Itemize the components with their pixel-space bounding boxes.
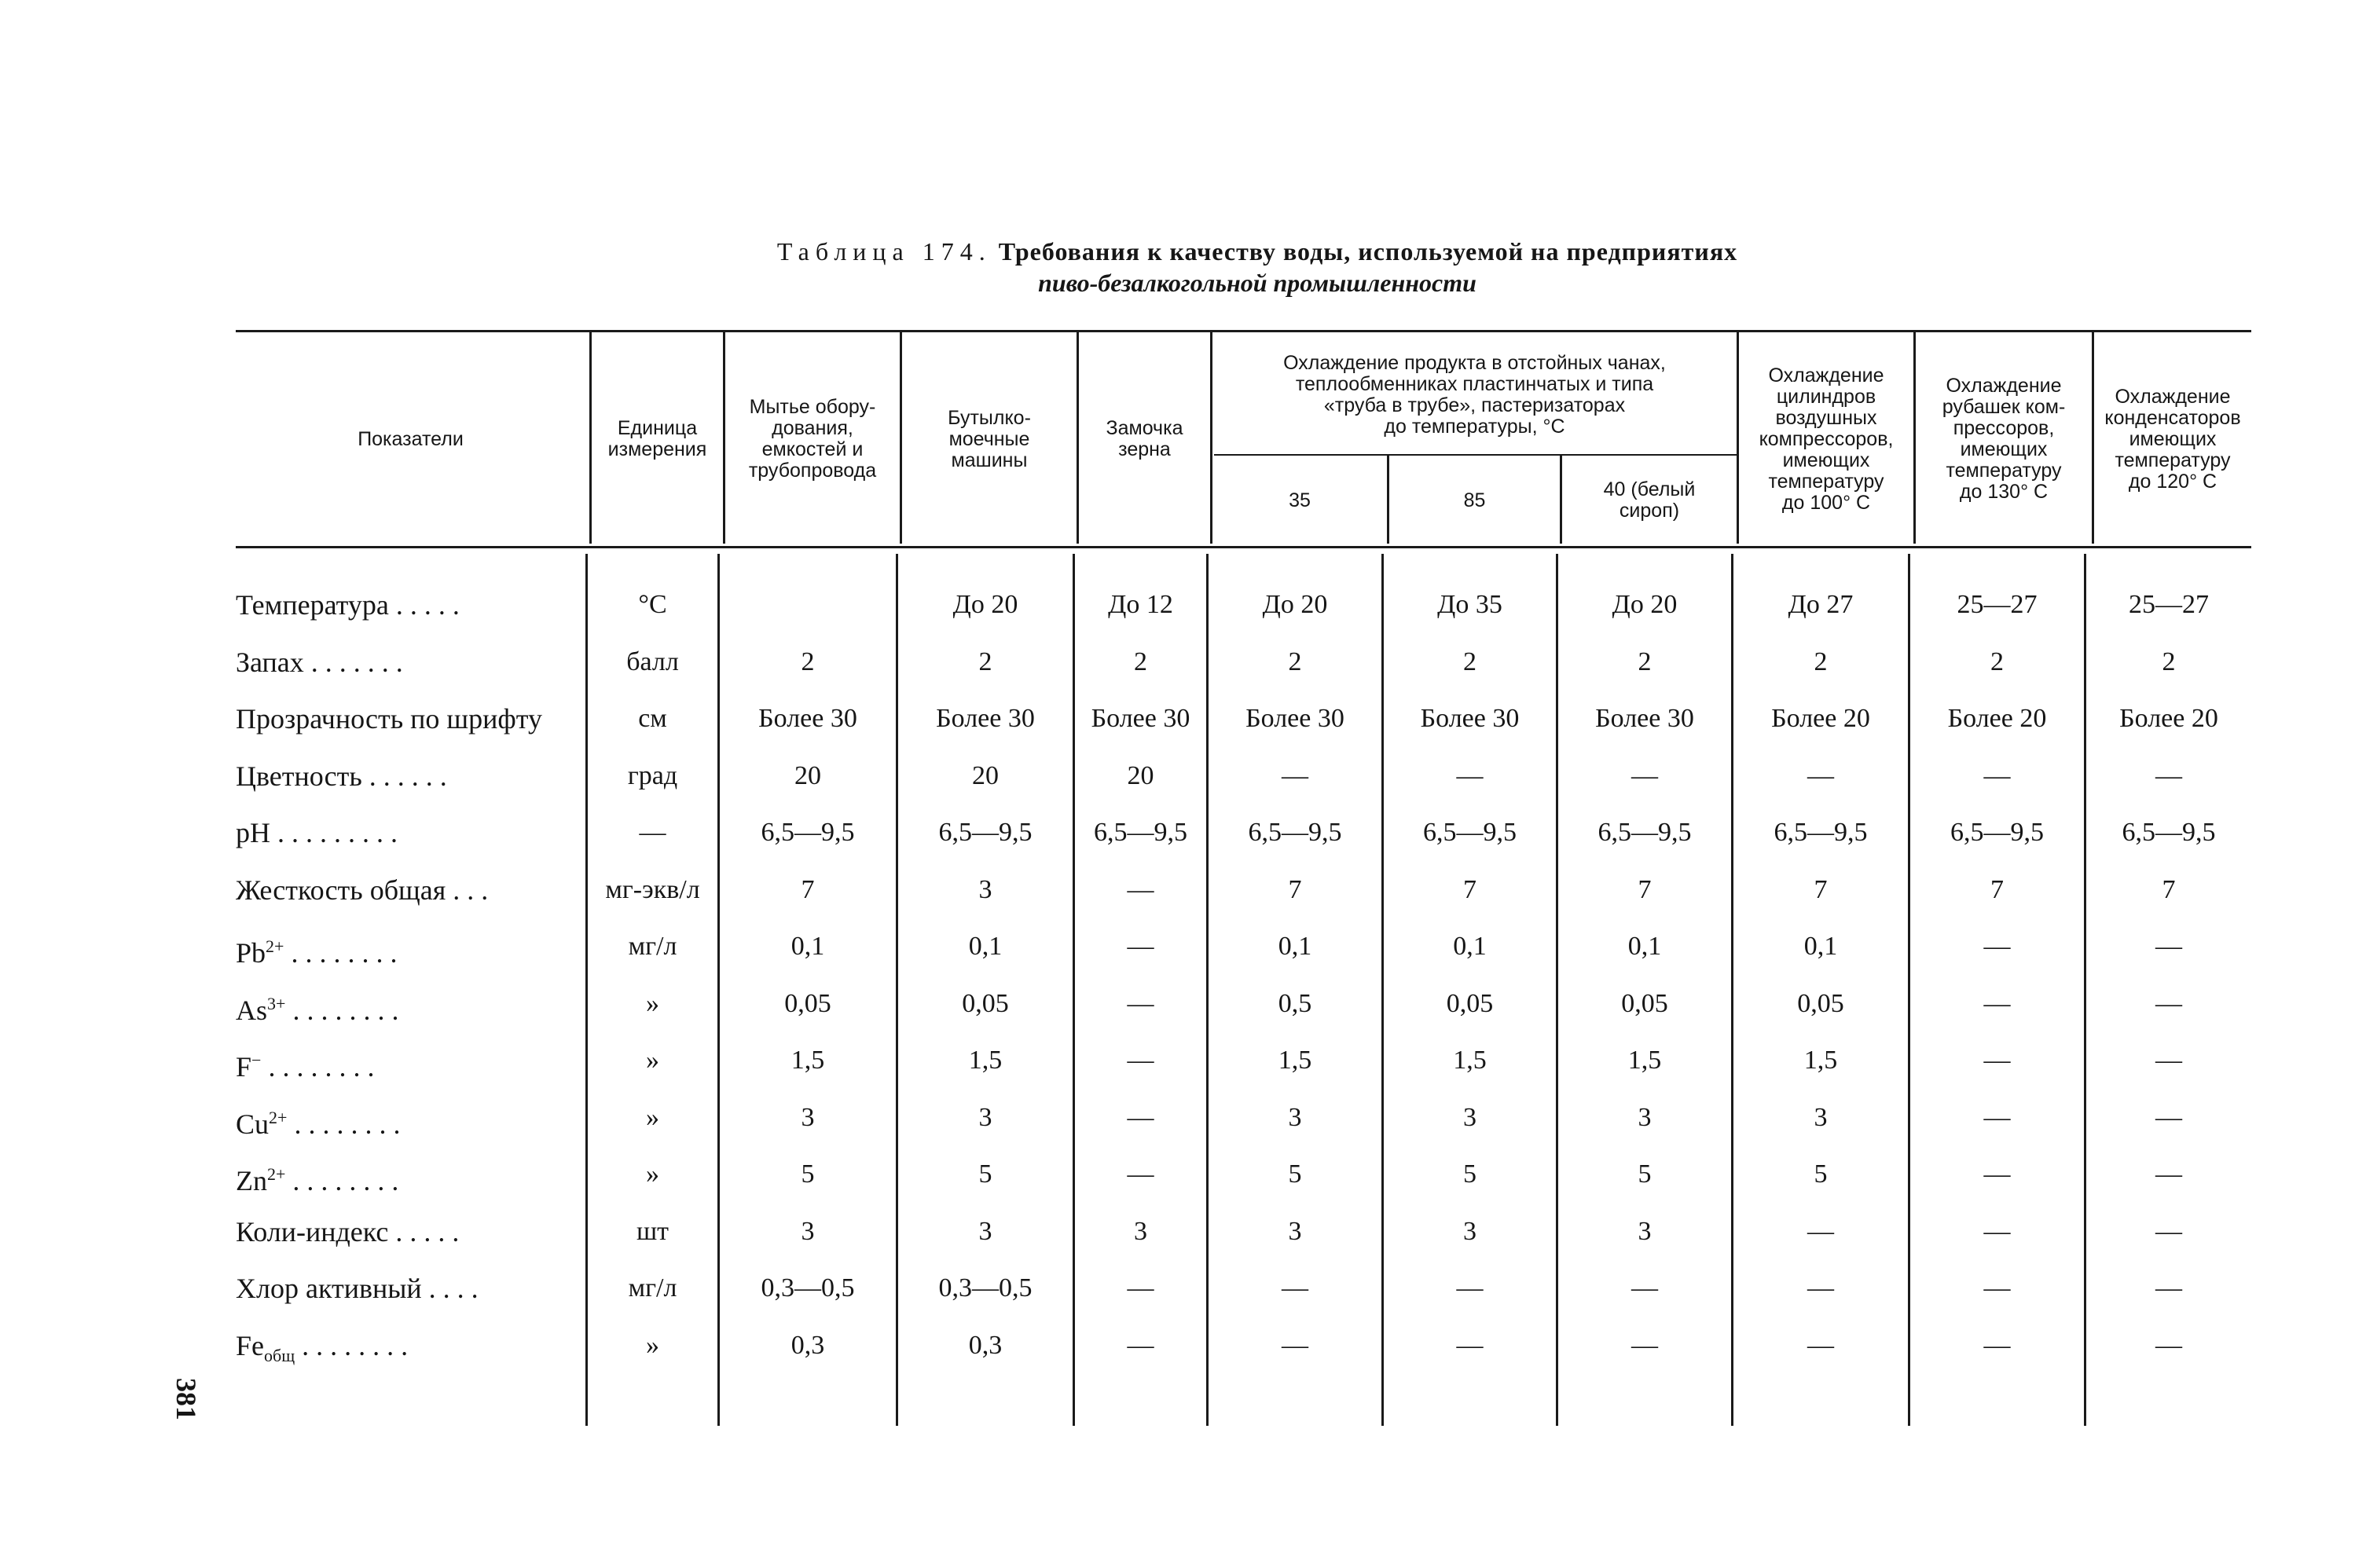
- value-cell: —: [2155, 761, 2182, 790]
- value-cell: 2: [1463, 647, 1476, 676]
- value-cell: —: [1807, 1273, 1834, 1302]
- header-temp-85: 85: [1463, 489, 1486, 511]
- row-label: [236, 1208, 581, 1255]
- value-cell: —: [1983, 1160, 2011, 1189]
- header-bottle-washers: Бутылко- моечные машины: [948, 406, 1031, 471]
- value-cell: 5: [1814, 1160, 1828, 1189]
- value-cell: —: [1983, 989, 2011, 1018]
- value-cell: —: [2155, 1273, 2182, 1302]
- value-cell: Более 20: [2119, 704, 2218, 733]
- value-cell: —: [1127, 1331, 1154, 1360]
- row-label-superscript: 2+: [267, 1164, 286, 1184]
- value-cell: 2: [1134, 647, 1147, 676]
- value-cell: 3: [801, 1103, 815, 1132]
- value-cell: 0,3—0,5: [761, 1273, 855, 1302]
- value-cell: —: [1807, 1331, 1834, 1360]
- row-label-text: Коли-индекс . . . . .: [236, 1216, 460, 1247]
- value-cell: 2: [978, 647, 992, 676]
- value-cell: 2: [1288, 647, 1302, 676]
- row-label-text: Запах . . . . . . .: [236, 647, 403, 678]
- value-cell: 6,5—9,5: [2122, 818, 2216, 847]
- row-label-leader-dots: . . . . . . . .: [285, 1165, 399, 1196]
- value-cell: 6,5—9,5: [1950, 818, 2044, 847]
- value-cell: 7: [1990, 875, 2004, 904]
- value-cell: 0,3: [790, 1331, 825, 1360]
- row-label: [236, 1322, 581, 1369]
- row-label-text: F: [236, 1051, 252, 1083]
- row-label: [236, 1265, 581, 1312]
- row-label: [236, 809, 581, 856]
- value-cell: 0,05: [962, 989, 1009, 1018]
- value-cell: 0,1: [1627, 932, 1662, 961]
- unit-cell: шт: [636, 1217, 669, 1246]
- value-cell: 5: [1638, 1160, 1652, 1189]
- row-label-superscript: 2+: [269, 1108, 288, 1127]
- header-unit: Единица измерения: [607, 417, 707, 460]
- value-cell: —: [1127, 932, 1154, 961]
- value-cell: 1,5: [790, 1046, 825, 1075]
- header-condenser-cooling: Охлаждение конденсаторов имеющих температуру до 120° С: [2104, 385, 2241, 493]
- value-cell: Более 20: [1771, 704, 1870, 733]
- value-cell: 0,05: [1446, 989, 1494, 1018]
- page-number: 381: [171, 1378, 202, 1420]
- value-cell: —: [1983, 1273, 2011, 1302]
- value-cell: Более 30: [758, 704, 857, 733]
- row-label: [236, 1037, 581, 1084]
- value-cell: 0,05: [1797, 989, 1844, 1018]
- value-cell: 0,5: [1278, 989, 1312, 1018]
- row-label-text: Жесткость общая . . .: [236, 874, 489, 906]
- row-label-text: Cu: [236, 1108, 270, 1140]
- row-label-text: Pb: [236, 937, 266, 969]
- row-label-text: Zn: [236, 1165, 267, 1196]
- row-label-text: Прозрачность по шрифту: [236, 703, 542, 735]
- value-cell: —: [1282, 761, 1308, 790]
- value-cell: 0,05: [784, 989, 831, 1018]
- value-cell: 0,1: [968, 932, 1003, 961]
- value-cell: —: [1631, 1331, 1658, 1360]
- value-cell: 0,3: [968, 1331, 1003, 1360]
- value-cell: 6,5—9,5: [1774, 818, 1868, 847]
- value-cell: —: [1127, 875, 1154, 904]
- value-cell: 3: [978, 875, 992, 904]
- value-cell: 25—27: [2129, 590, 2209, 619]
- row-label: [236, 980, 581, 1028]
- row-label: [236, 1151, 581, 1198]
- value-cell: —: [1983, 932, 2011, 961]
- row-label-superscript: 3+: [267, 994, 286, 1013]
- value-cell: —: [2155, 1217, 2182, 1246]
- value-cell: 20: [972, 761, 999, 790]
- value-cell: —: [2155, 1046, 2182, 1075]
- row-label-leader-dots: . . . . . . . .: [261, 1051, 375, 1083]
- value-cell: —: [1127, 1160, 1154, 1189]
- value-cell: —: [1807, 761, 1834, 790]
- value-cell: 0,1: [1278, 932, 1312, 961]
- value-cell: 7: [1288, 875, 1302, 904]
- value-cell: —: [1456, 1331, 1484, 1360]
- row-label: [236, 1094, 581, 1141]
- unit-cell: »: [646, 1046, 659, 1075]
- value-cell: Более 30: [1595, 704, 1694, 733]
- value-cell: 2: [801, 647, 815, 676]
- value-cell: До 20: [1612, 590, 1678, 619]
- unit-cell: мг/л: [628, 1273, 677, 1302]
- value-cell: 2: [1638, 647, 1652, 676]
- value-cell: —: [1127, 989, 1154, 1018]
- value-cell: 7: [801, 875, 815, 904]
- row-label: [236, 923, 581, 970]
- subheader-rule: [1214, 454, 1737, 456]
- unit-cell: »: [646, 1103, 659, 1132]
- value-cell: 1,5: [968, 1046, 1003, 1075]
- value-cell: —: [2155, 1331, 2182, 1360]
- value-cell: —: [1983, 1331, 2011, 1360]
- value-cell: Более 30: [1091, 704, 1190, 733]
- header-indicator: Показатели: [358, 427, 464, 450]
- caption-title: Требования к качеству воды, используемой на предприятиях: [998, 237, 1738, 266]
- value-cell: 6,5—9,5: [1598, 818, 1692, 847]
- value-cell: 2: [2162, 647, 2176, 676]
- value-cell: 7: [1463, 875, 1476, 904]
- value-cell: Более 30: [1420, 704, 1520, 733]
- header-temp-35: 35: [1289, 489, 1311, 511]
- value-cell: —: [2155, 989, 2182, 1018]
- value-cell: —: [1631, 1273, 1658, 1302]
- unit-cell: мг/л: [628, 932, 677, 961]
- header-cooling-group: Охлаждение продукта в отстойных чанах, теплообменниках пластинчатых и типа «труба в трубе», пастеризаторах до температуры, °С: [1283, 352, 1666, 438]
- value-cell: 3: [1814, 1103, 1828, 1132]
- value-cell: 3: [978, 1103, 992, 1132]
- table-caption: [236, 236, 2279, 299]
- value-cell: 3: [1463, 1217, 1476, 1246]
- value-cell: 6,5—9,5: [1248, 818, 1342, 847]
- value-cell: До 27: [1788, 590, 1854, 619]
- value-cell: 0,1: [1453, 932, 1487, 961]
- row-label-text: pH . . . . . . . . .: [236, 817, 398, 848]
- value-cell: 6,5—9,5: [1423, 818, 1517, 847]
- value-cell: 5: [1288, 1160, 1302, 1189]
- value-cell: —: [1456, 1273, 1484, 1302]
- row-label-text: As: [236, 995, 268, 1026]
- caption-lead: Таблица 174.: [776, 237, 992, 266]
- value-cell: —: [1983, 1046, 2011, 1075]
- value-cell: 7: [1814, 875, 1828, 904]
- value-cell: 1,5: [1453, 1046, 1487, 1075]
- header-jacket-cooling: Охлаждение рубашек ком- прессоров, имеющих температуру до 130° С: [1942, 375, 2066, 503]
- unit-cell: »: [646, 989, 659, 1018]
- value-cell: 3: [1134, 1217, 1147, 1246]
- value-cell: —: [1983, 1217, 2011, 1246]
- value-cell: До 12: [1108, 590, 1173, 619]
- value-cell: —: [1282, 1331, 1308, 1360]
- header-washing: Мытье обору- дования, емкостей и трубопровода: [748, 396, 877, 482]
- value-cell: —: [1127, 1103, 1154, 1132]
- value-cell: 0,3—0,5: [938, 1273, 1033, 1302]
- value-cell: —: [1127, 1046, 1154, 1075]
- unit-cell: »: [646, 1331, 659, 1360]
- caption-line-1: [236, 236, 2279, 267]
- row-label-text: Хлор активный . . . .: [236, 1273, 479, 1304]
- unit-cell: см: [638, 704, 667, 733]
- unit-cell: »: [646, 1160, 659, 1189]
- value-cell: 1,5: [1627, 1046, 1662, 1075]
- value-cell: 3: [1638, 1103, 1652, 1132]
- value-cell: 25—27: [1957, 590, 2038, 619]
- header-cylinder-cooling: Охлаждение цилиндров воздушных компрессоров, имеющих температуру до 100° С: [1759, 364, 1894, 514]
- value-cell: 7: [1638, 875, 1652, 904]
- value-cell: 0,1: [790, 932, 825, 961]
- row-label: [236, 581, 581, 628]
- row-label: [236, 866, 581, 914]
- value-cell: 6,5—9,5: [938, 818, 1033, 847]
- row-label: [236, 695, 581, 742]
- value-cell: —: [1282, 1273, 1308, 1302]
- value-cell: Более 20: [1947, 704, 2047, 733]
- unit-cell: мг-экв/л: [605, 875, 700, 904]
- value-cell: Более 30: [1245, 704, 1344, 733]
- value-cell: 3: [978, 1217, 992, 1246]
- value-cell: 6,5—9,5: [761, 818, 855, 847]
- value-cell: 3: [1288, 1217, 1302, 1246]
- unit-cell: °С: [638, 590, 667, 619]
- row-label-superscript: −: [251, 1050, 262, 1070]
- value-cell: До 20: [1262, 590, 1328, 619]
- value-cell: 20: [1127, 761, 1154, 790]
- value-cell: —: [1983, 1103, 2011, 1132]
- row-label-text: Температура . . . . .: [236, 589, 460, 621]
- value-cell: 6,5—9,5: [1094, 818, 1187, 847]
- unit-cell: балл: [626, 647, 679, 676]
- value-cell: 2: [1990, 647, 2004, 676]
- value-cell: —: [2155, 1160, 2182, 1189]
- row-label-superscript: 2+: [266, 936, 284, 956]
- value-cell: 0,05: [1621, 989, 1668, 1018]
- caption-subtitle: пиво-безалкогольной промышленности: [1038, 269, 1476, 297]
- row-label-leader-dots: . . . . . . . .: [285, 995, 399, 1026]
- header-grain-soaking: Замочка зерна: [1106, 417, 1183, 460]
- value-cell: 1,5: [1278, 1046, 1312, 1075]
- value-cell: 7: [2162, 875, 2176, 904]
- row-label-leader-dots: . . . . . . . .: [295, 1330, 409, 1361]
- value-cell: —: [1807, 1217, 1834, 1246]
- value-cell: 3: [801, 1217, 815, 1246]
- value-cell: Более 30: [936, 704, 1035, 733]
- value-cell: 2: [1814, 647, 1828, 676]
- value-cell: 3: [1638, 1217, 1652, 1246]
- row-label-subscript: общ: [264, 1346, 295, 1366]
- value-cell: 1,5: [1803, 1046, 1838, 1075]
- row-label-text: Fe: [236, 1330, 264, 1361]
- row-label-leader-dots: . . . . . . . .: [284, 937, 398, 969]
- value-cell: —: [1983, 761, 2011, 790]
- value-cell: До 20: [952, 590, 1018, 619]
- header-temp-40: 40 (белый сироп): [1603, 478, 1696, 522]
- value-cell: 20: [794, 761, 821, 790]
- top-rule: [236, 330, 2251, 332]
- value-cell: 3: [1288, 1103, 1302, 1132]
- value-cell: 5: [801, 1160, 815, 1189]
- value-cell: —: [1631, 761, 1658, 790]
- value-cell: [720, 581, 896, 628]
- value-cell: 0,1: [1803, 932, 1838, 961]
- value-cell: До 35: [1437, 590, 1502, 619]
- value-cell: —: [2155, 1103, 2182, 1132]
- unit-cell: —: [639, 818, 666, 847]
- row-label-text: Цветность . . . . . .: [236, 760, 447, 792]
- value-cell: —: [2155, 932, 2182, 961]
- value-cell: 3: [1463, 1103, 1476, 1132]
- value-cell: 5: [1463, 1160, 1476, 1189]
- unit-cell: град: [627, 761, 678, 790]
- value-cell: —: [1127, 1273, 1154, 1302]
- value-cell: 5: [978, 1160, 992, 1189]
- row-label: [236, 639, 581, 686]
- row-label: [236, 753, 581, 800]
- value-cell: —: [1456, 761, 1484, 790]
- row-label-leader-dots: . . . . . . . .: [287, 1108, 401, 1140]
- header-bottom-rule: [236, 546, 2251, 548]
